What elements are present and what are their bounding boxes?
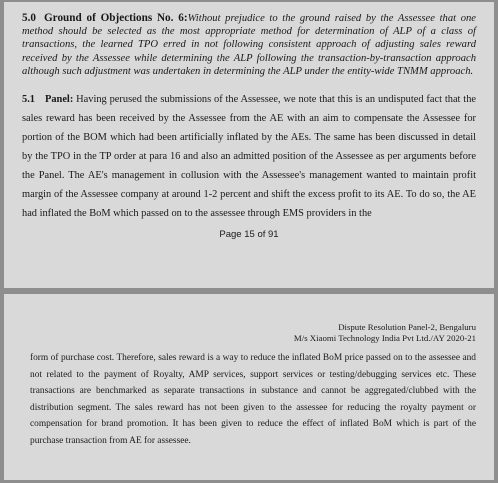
page-header xyxy=(30,322,476,344)
panel-text: Having perused the submissions of the Assessee, we note that this is an undisputed fact that the sales reward has been received by the Assessee from the AE with an aim to compensate the Assessee for portion of the BOM which had been artificially inflated by the AEs. The same has been discussed in detail by the TPO in the TP order at para 16 and also an admitted position of the Assessee as per arguments before the Panel. The AE's management in collusion with the Assessee's management wanted to maintain profit margin of the Assessee company at around 1-2 percent and shift the excess profit to its AE. To do so, the AE had inflated the BoM which passed on to the assessee through EMS providers in the xyxy=(22,94,477,220)
header-line-1: Dispute Resolution Panel-2, Bengaluru xyxy=(338,322,476,332)
document-page-top xyxy=(4,2,494,288)
page-number: Page 15 of 91 xyxy=(219,229,279,241)
objection-text: Without prejudice to the ground raised by the Assessee that one method should be selected as the most appropriate method for determination of ALP of a class of transactions, the learned TPO erred in not following consistent approach of adjusting sales reward received by the Assessee while determining the ALP following the transaction-by-transaction approach although such adjustment was undertaken in determining the ALP under the entity-wide TNMM approach. xyxy=(22,13,477,77)
panel-title: Panel: xyxy=(45,94,74,106)
panel-paragraph xyxy=(22,90,476,223)
header-line-2: M/s Xiaomi Technology India Pvt Ltd./AY 2020-21 xyxy=(293,333,476,343)
objection-heading-paragraph xyxy=(22,12,476,78)
document-page-bottom xyxy=(4,294,494,480)
continuation-paragraph: form of purchase cost. Therefore, sales reward is a way to reduce the inflated BoM price passed on to the assessee and not related to the payment of Royalty, AMP services, support services or testing/debugging services etc. These transactions are benchmarked as separate transactions in substance and cannot be aggregated/clubbed with the distribution segment. The sales reward has not been given to the assessee for reducing the royalty payment or compensation for brand promotion. It has been given to reduce the effect of inflated BoM which is part of the purchase transaction from AE for assessee. xyxy=(30,353,476,446)
section-title: Ground of Objections No. 6: xyxy=(43,12,188,24)
panel-number: 5.1 xyxy=(22,94,35,106)
section-number: 5.0 xyxy=(22,12,36,24)
